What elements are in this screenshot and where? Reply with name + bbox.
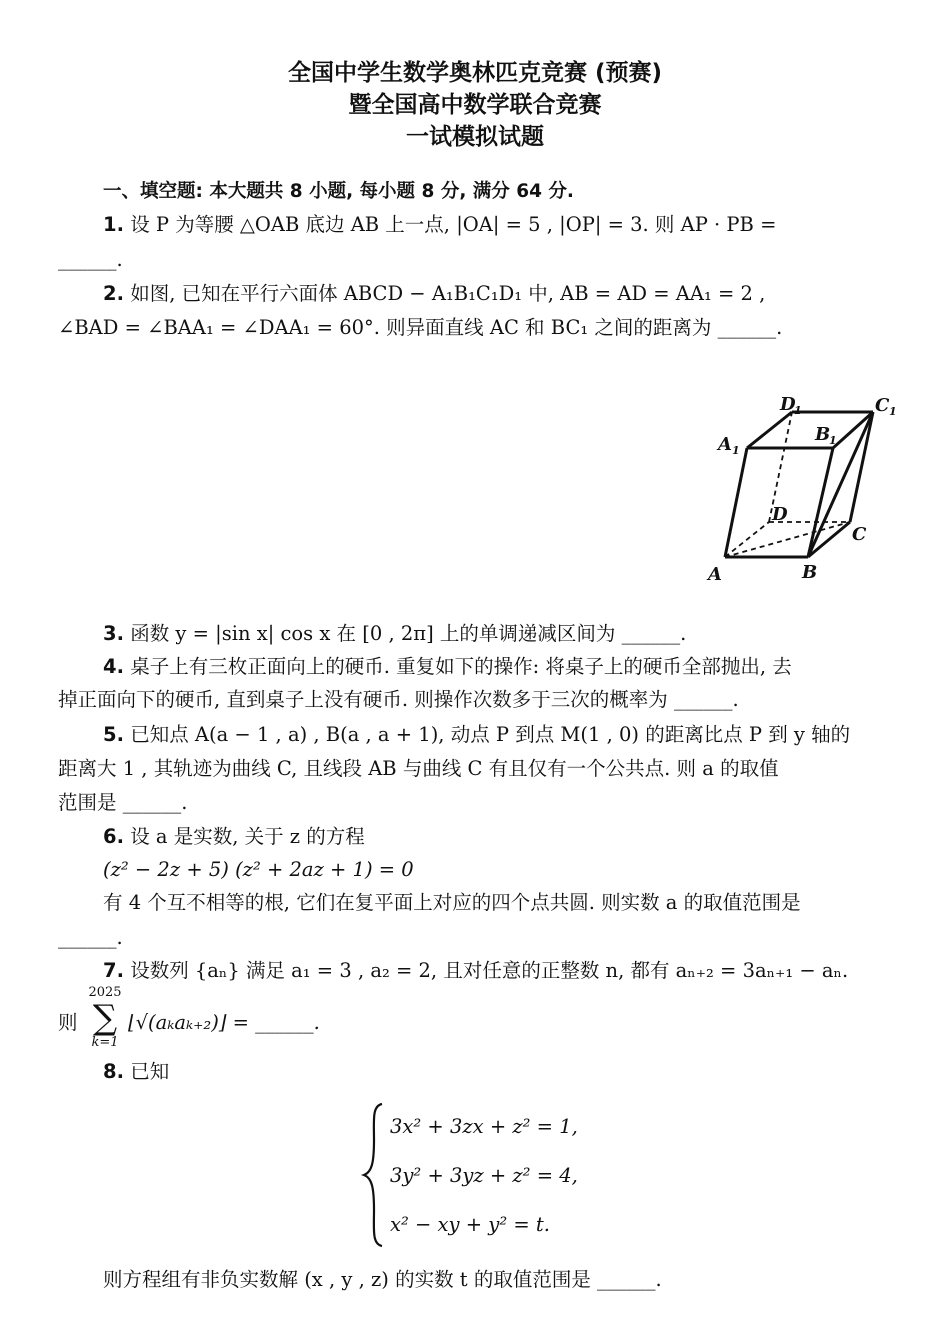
label-d1: D [780, 394, 796, 415]
problem-text: 设 P 为等腰 △OAB 底边 AB 上一点, |OA| = 5 , |OP| = 3. 则 AP · PB = [130, 213, 777, 236]
problem-5-text-end: 范围是 ______. [58, 791, 188, 814]
problem-number: 3. [103, 622, 124, 645]
problem-6-answer-blank: ______. [58, 926, 123, 949]
problem-text: 设数列 {aₙ} 满足 a₁ = 3 , a₂ = 2, 且对任意的正整数 n, 都有 aₙ₊₂ = 3aₙ₊₁ − aₙ. [130, 959, 849, 982]
system-equation-1: 3x² + 3zx + z² = 1, [390, 1115, 578, 1138]
title-line-2: 暨全国高中数学联合竞赛 [348, 92, 602, 118]
problem-number: 4. [103, 655, 124, 678]
problem-3 [103, 619, 686, 649]
sum-upper-limit: 2025 [88, 985, 122, 1000]
problem-number: 8. [103, 1060, 124, 1083]
label-b: B [802, 562, 818, 583]
problem-number: 2. [103, 282, 124, 305]
problem-number: 6. [103, 825, 124, 848]
problem-8-question: 则方程组有非负实数解 (x , y , z) 的实数 t 的取值范围是 ______. [103, 1268, 662, 1291]
problem-number: 1. [103, 213, 124, 236]
problem-number: 7. [103, 959, 124, 982]
problem-7-prefix: 则 [58, 1011, 78, 1034]
problem-text: 设 a 是实数, 关于 z 的方程 [130, 825, 365, 848]
problem-6-text-cont: 有 4 个互不相等的根, 它们在复平面上对应的四个点共圆. 则实数 a 的取值范围是 [103, 891, 801, 914]
title-line-3: 一试模拟试题 [406, 124, 544, 150]
problem-1 [103, 210, 776, 240]
problem-text: 已知 [130, 1060, 170, 1083]
label-d1-sub: 1 [794, 404, 802, 417]
edge-aa1 [725, 448, 747, 557]
problem-4 [103, 652, 792, 682]
label-c1-sub: 1 [889, 405, 897, 418]
problem-text: 已知点 A(a − 1 , a) , B(a , a + 1), 动点 P 到点 M(1 , 0) 的距离比点 P 到 y 轴的 [130, 723, 851, 746]
sigma-icon: ∑ [92, 998, 118, 1038]
title-line-1: 全国中学生数学奥林匹克竞赛 (预赛) [287, 60, 663, 86]
problem-number: 5. [103, 723, 124, 746]
problem-2-text-cont: ∠BAD = ∠BAA₁ = ∠DAA₁ = 60°. 则异面直线 AC 和 BC₁ 之间的距离为 ______. [58, 316, 783, 339]
system-equation-3: x² − xy + y² = t. [390, 1213, 550, 1236]
parallelepiped-figure [700, 390, 900, 585]
problem-7 [103, 956, 848, 986]
label-a: A [708, 564, 722, 585]
system-equation-2: 3y² + 3yz + z² = 4, [390, 1164, 578, 1187]
problem-7-sum-body: ⌊√(aₖaₖ₊₂)⌋ = ______. [128, 1011, 320, 1034]
label-a1-sub: 1 [732, 444, 740, 457]
problem-6-equation: (z² − 2z + 5) (z² + 2az + 1) = 0 [103, 858, 414, 881]
sum-lower-limit: k=1 [91, 1035, 119, 1050]
summation-symbol [85, 985, 125, 1051]
problem-5 [103, 720, 850, 750]
problem-text: 函数 y = |sin x| cos x 在 [0 , 2π] 上的单调递减区间为 ______. [130, 622, 687, 645]
label-c: C [852, 524, 867, 545]
problem-1-answer-blank: ______. [58, 248, 123, 271]
label-b1: B [815, 424, 831, 445]
label-b1-sub: 1 [829, 434, 837, 447]
label-c1: C [875, 395, 890, 416]
problem-text: 桌子上有三枚正面向上的硬币. 重复如下的操作: 将桌子上的硬币全部抛出, 去 [130, 655, 792, 678]
left-brace-icon [360, 1100, 390, 1250]
problem-8 [103, 1057, 169, 1087]
problem-text: 如图, 已知在平行六面体 ABCD − A₁B₁C₁D₁ 中, AB = AD = AA₁ = 2 , [130, 282, 766, 305]
problem-6 [103, 822, 365, 852]
section-heading: 一、填空题: 本大题共 8 小题, 每小题 8 分, 满分 64 分. [103, 181, 574, 202]
problem-4-text-cont: 掉正面向下的硬币, 直到桌子上没有硬币. 则操作次数多于三次的概率为 ______. [58, 688, 739, 711]
problem-5-text-cont: 距离大 1 , 其轨迹为曲线 C, 且线段 AB 与曲线 C 有且仅有一个公共点. 则 a 的取值 [58, 757, 779, 780]
problem-2 [103, 279, 765, 309]
label-d: D [772, 504, 788, 525]
label-a1: A [718, 434, 732, 455]
